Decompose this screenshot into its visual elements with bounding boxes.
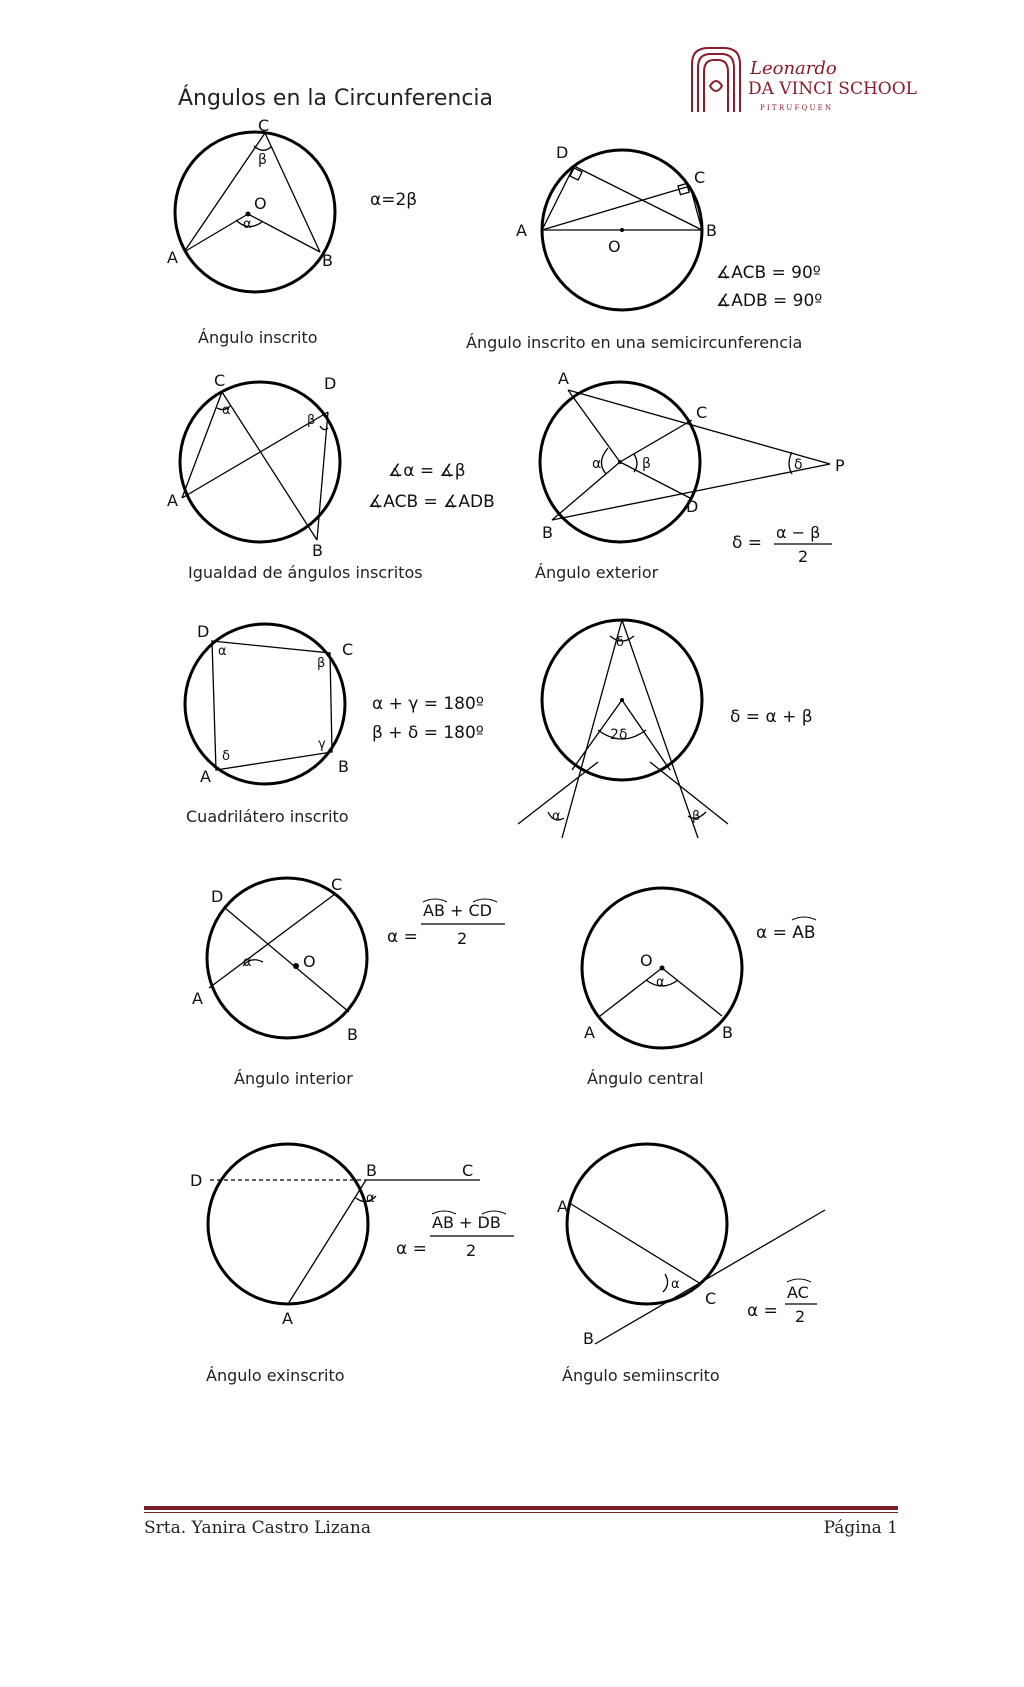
label-b: B (347, 1025, 358, 1044)
formula-denominator: 2 (795, 1307, 806, 1326)
logo-emblem (692, 48, 740, 112)
lines (210, 1180, 480, 1304)
caption-inscribed-angle: Ángulo inscrito (198, 328, 318, 347)
footer-rule-thick (144, 1506, 898, 1510)
caption-interior-angle: Ángulo interior (234, 1069, 353, 1088)
label-c: C (696, 403, 708, 422)
label-alpha: α (366, 1191, 375, 1206)
center-point (620, 698, 624, 702)
school-logo (690, 46, 920, 116)
formula-1: ∡α = ∡β (388, 461, 466, 481)
center-point (660, 966, 665, 971)
label-c: C (694, 168, 706, 187)
arc-mark-ac (787, 1279, 811, 1282)
label-beta: β (642, 456, 651, 472)
formula-denominator: 2 (798, 547, 809, 566)
chords (542, 166, 702, 230)
formula-lhs: δ = (732, 533, 763, 553)
figure-secants-angle (518, 612, 838, 842)
center-point (620, 228, 624, 232)
figure-exinscribed-angle (190, 1136, 536, 1336)
caption-exinscribed-angle: Ángulo exinscrito (206, 1366, 345, 1385)
figure-interior-angle (192, 872, 535, 1052)
formula-1: ∡ACB = 90º (716, 263, 821, 283)
logo-script-line: Leonardo (750, 58, 837, 79)
label-a: A (192, 989, 203, 1008)
label-c: C (331, 875, 343, 894)
formula-2: ∡ACB = ∡ADB (368, 492, 495, 512)
label-gamma: γ (318, 737, 326, 752)
formula-1: α + γ = 180º (372, 694, 484, 714)
circle (180, 382, 340, 542)
label-a: A (516, 221, 527, 240)
label-b: B (542, 523, 553, 542)
circle (185, 624, 345, 784)
label-b: B (312, 541, 323, 560)
label-c: C (214, 371, 226, 390)
label-p: P (835, 456, 845, 475)
label-a: A (282, 1309, 293, 1328)
footer-page-number: Página 1 (823, 1518, 898, 1538)
label-c: C (462, 1161, 474, 1180)
arc-mark-ab (792, 917, 816, 920)
center-point (618, 460, 622, 464)
label-a: A (167, 491, 178, 510)
label-alpha: α (656, 975, 665, 990)
label-b: B (583, 1329, 594, 1348)
formula-2: ∡ADB = 90º (716, 291, 823, 311)
label-alpha: α (243, 955, 252, 970)
quadrilateral (212, 641, 332, 770)
label-o: O (254, 194, 267, 213)
page-title: Ángulos en la Circunferencia (178, 86, 494, 111)
formula: α = AB (756, 923, 816, 943)
formula-numerator: AB + DB (432, 1213, 501, 1232)
label-b: B (338, 757, 349, 776)
center-point (293, 963, 299, 969)
label-delta: δ (616, 635, 624, 650)
caption-inscribed-quadrilateral: Cuadrilátero inscrito (186, 807, 349, 826)
formula-numerator: AC (787, 1283, 809, 1302)
lines (571, 1204, 825, 1344)
label-delta: δ (794, 457, 803, 473)
label-delta: δ (222, 749, 230, 764)
figure-semiinscribed-angle (555, 1132, 855, 1347)
formula-numerator: AB + CD (423, 901, 492, 920)
label-beta: β (307, 413, 316, 428)
caption-semiinscribed-angle: Ángulo semiinscrito (562, 1366, 720, 1385)
label-alpha: α (218, 644, 227, 659)
logo-name-line: DA VINCI SCHOOL (748, 79, 917, 99)
formula: δ = α + β (730, 707, 813, 727)
label-alpha: α (592, 456, 602, 472)
caption-central-angle: Ángulo central (587, 1069, 704, 1088)
chords (209, 894, 349, 1012)
label-d: D (686, 497, 699, 516)
label-beta: β (258, 152, 267, 168)
caption-equal-inscribed-angles: Igualdad de ángulos inscritos (188, 563, 423, 582)
label-alpha: α (222, 403, 231, 418)
figure-central-angle (570, 880, 870, 1060)
label-a: A (558, 369, 569, 388)
label-alpha: α (552, 809, 561, 824)
center-point (246, 212, 251, 217)
label-d: D (556, 143, 569, 162)
label-a: A (584, 1023, 595, 1042)
label-a: A (167, 248, 178, 267)
label-b: B (722, 1023, 733, 1042)
circle (207, 878, 367, 1038)
figure-inscribed-quadrilateral (180, 618, 510, 798)
caption-exterior-angle: Ángulo exterior (535, 563, 659, 582)
formula-lhs: α = (747, 1301, 778, 1321)
figure-equal-inscribed-angles (167, 370, 522, 560)
label-a: A (200, 767, 211, 786)
label-c: C (705, 1289, 717, 1308)
label-d: D (190, 1171, 203, 1190)
label-alpha: α (671, 1277, 680, 1292)
circle (208, 1144, 368, 1304)
label-o: O (608, 237, 621, 256)
footer-rule-thin (144, 1512, 898, 1513)
label-b: B (706, 221, 717, 240)
formula-2: β + δ = 180º (372, 723, 484, 743)
label-o: O (303, 952, 316, 971)
label-beta: β (317, 656, 326, 671)
formula-numerator: α − β (776, 523, 821, 542)
figure-inscribed-angle (167, 116, 470, 300)
label-d: D (211, 887, 224, 906)
label-two-delta: 2δ (610, 727, 628, 743)
label-b: B (366, 1161, 377, 1180)
formula-denominator: 2 (457, 929, 468, 948)
formula-lhs: α = (387, 927, 418, 947)
logo-city-line: P I T R U F Q U E N (760, 104, 832, 112)
label-c: C (342, 640, 354, 659)
label-d: D (197, 622, 210, 641)
footer-author: Srta. Yanira Castro Lizana (144, 1518, 372, 1538)
formula-lhs: α = (396, 1239, 427, 1259)
figure-semicircle-angle (512, 138, 872, 328)
label-o: O (640, 951, 653, 970)
formula: α=2β (370, 190, 418, 210)
circle (567, 1144, 727, 1304)
figure-exterior-angle (530, 368, 860, 578)
label-beta: β (692, 809, 701, 824)
label-c: C (258, 116, 270, 135)
label-a: A (557, 1197, 568, 1216)
label-b: B (322, 251, 333, 270)
caption-semicircle-angle: Ángulo inscrito en una semicircunferencia (466, 333, 803, 352)
label-d: D (324, 374, 337, 393)
formula-denominator: 2 (466, 1241, 477, 1260)
label-alpha: α (243, 217, 252, 232)
